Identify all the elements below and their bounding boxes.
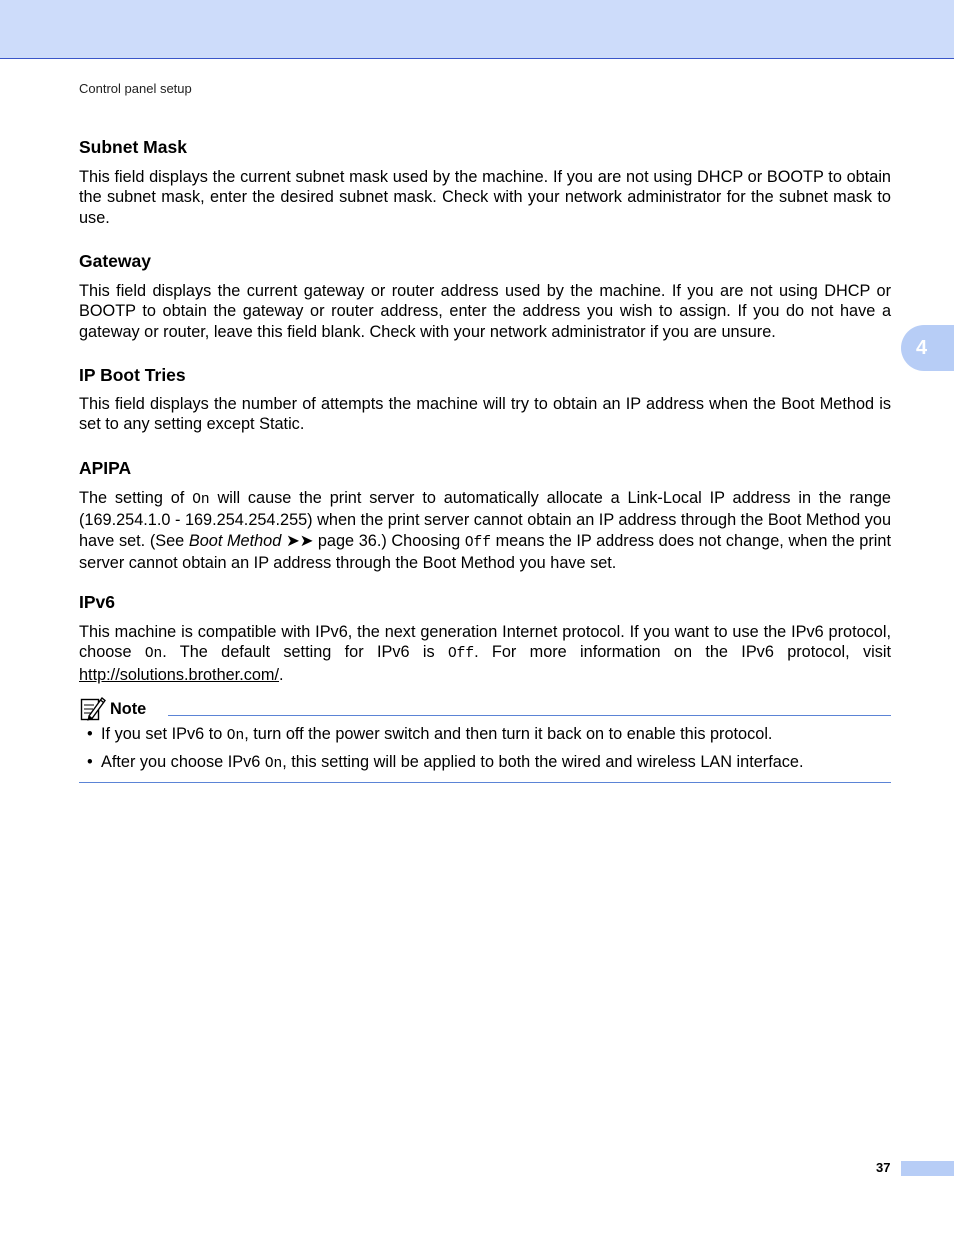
section-body-subnet-mask: This field displays the current subnet mask used by the machine. If you are not using DHCP or BOOTP to obtain the subnet mask, enter the desired subnet mask. Check with your network administrator for the subnet mask to use.	[79, 168, 891, 227]
note-pencil-icon	[80, 695, 106, 721]
ipv6-off-value: Off	[447, 646, 475, 663]
section-title-apipa: APIPA	[79, 458, 132, 478]
section-title-subnet-mask: Subnet Mask	[79, 137, 187, 157]
bullet-icon: •	[87, 725, 93, 743]
top-header-band	[0, 0, 954, 59]
note-bottom-rule	[79, 782, 891, 783]
apipa-text-4: means the IP address does not change, when the print server cannot obtain an IP address through the Boot Method you have set.	[79, 531, 891, 573]
section-title-ip-boot-tries: IP Boot Tries	[79, 365, 186, 385]
note-item-on-value: On	[264, 756, 283, 772]
page-number: 37	[876, 1160, 891, 1175]
ipv6-text-4: .	[279, 665, 284, 684]
bullet-icon: •	[87, 753, 93, 771]
section-body-ipv6	[79, 622, 891, 685]
ipv6-text-3: . For more information on the IPv6 protocol, visit	[474, 643, 892, 662]
note-item-text-post: , this setting will be applied to both the wired and wireless LAN interface.	[282, 753, 804, 771]
apipa-text-2: will cause the print server to automatically allocate a Link-Local IP address in the range (169.254.1.0 - 169.254.254.255) when the print server cannot obtain an IP address through the Boot Method you have set. (See	[79, 489, 891, 550]
apipa-text-1: The setting of	[79, 489, 193, 507]
running-header: Control panel setup	[79, 81, 192, 96]
note-item-on-value: On	[226, 728, 245, 744]
note-item-text-pre: If you set IPv6 to	[101, 725, 227, 743]
apipa-text-3: page 36.) Choosing	[313, 531, 465, 550]
cross-reference-arrow-icon: ➤➤	[285, 531, 314, 550]
ipv6-text-2: . The default setting for IPv6 is	[162, 643, 448, 662]
ipv6-text-1: This machine is compatible with IPv6, the next generation Internet protocol. If you want to use the IPv6 protocol, choose	[79, 623, 891, 662]
apipa-off-value: Off	[464, 534, 491, 551]
note-item-text-post: , turn off the power switch and then turn it back on to enable this protocol.	[244, 725, 773, 743]
note-label: Note	[110, 700, 147, 718]
section-title-ipv6: IPv6	[79, 592, 115, 612]
note-top-rule	[168, 715, 891, 716]
section-body-apipa	[79, 488, 891, 574]
note-item-text-pre: After you choose IPv6	[101, 753, 265, 771]
apipa-on-value: On	[192, 492, 210, 508]
section-body-ip-boot-tries: This field displays the number of attempts the machine will try to obtain an IP address when the Boot Method is set to any setting except Static.	[79, 395, 891, 434]
section-body-gateway: This field displays the current gateway or router address used by the machine. If you are not using DHCP or BOOTP to obtain the gateway or router address, enter the address you wish to assign. If you do not have a gateway or router, leave this field blank. Check with your network administrator if you are unsure.	[79, 282, 891, 341]
note-item-text	[101, 752, 804, 774]
section-title-gateway: Gateway	[79, 251, 151, 271]
chapter-tab: 4	[901, 325, 954, 371]
ipv6-on-value: On	[144, 646, 163, 663]
cross-reference-title: Boot Method	[188, 531, 282, 550]
solutions-link[interactable]: http://solutions.brother.com/	[79, 665, 280, 684]
note-item-text	[101, 724, 772, 746]
note-header	[79, 695, 891, 719]
page-number-tab	[901, 1161, 954, 1176]
